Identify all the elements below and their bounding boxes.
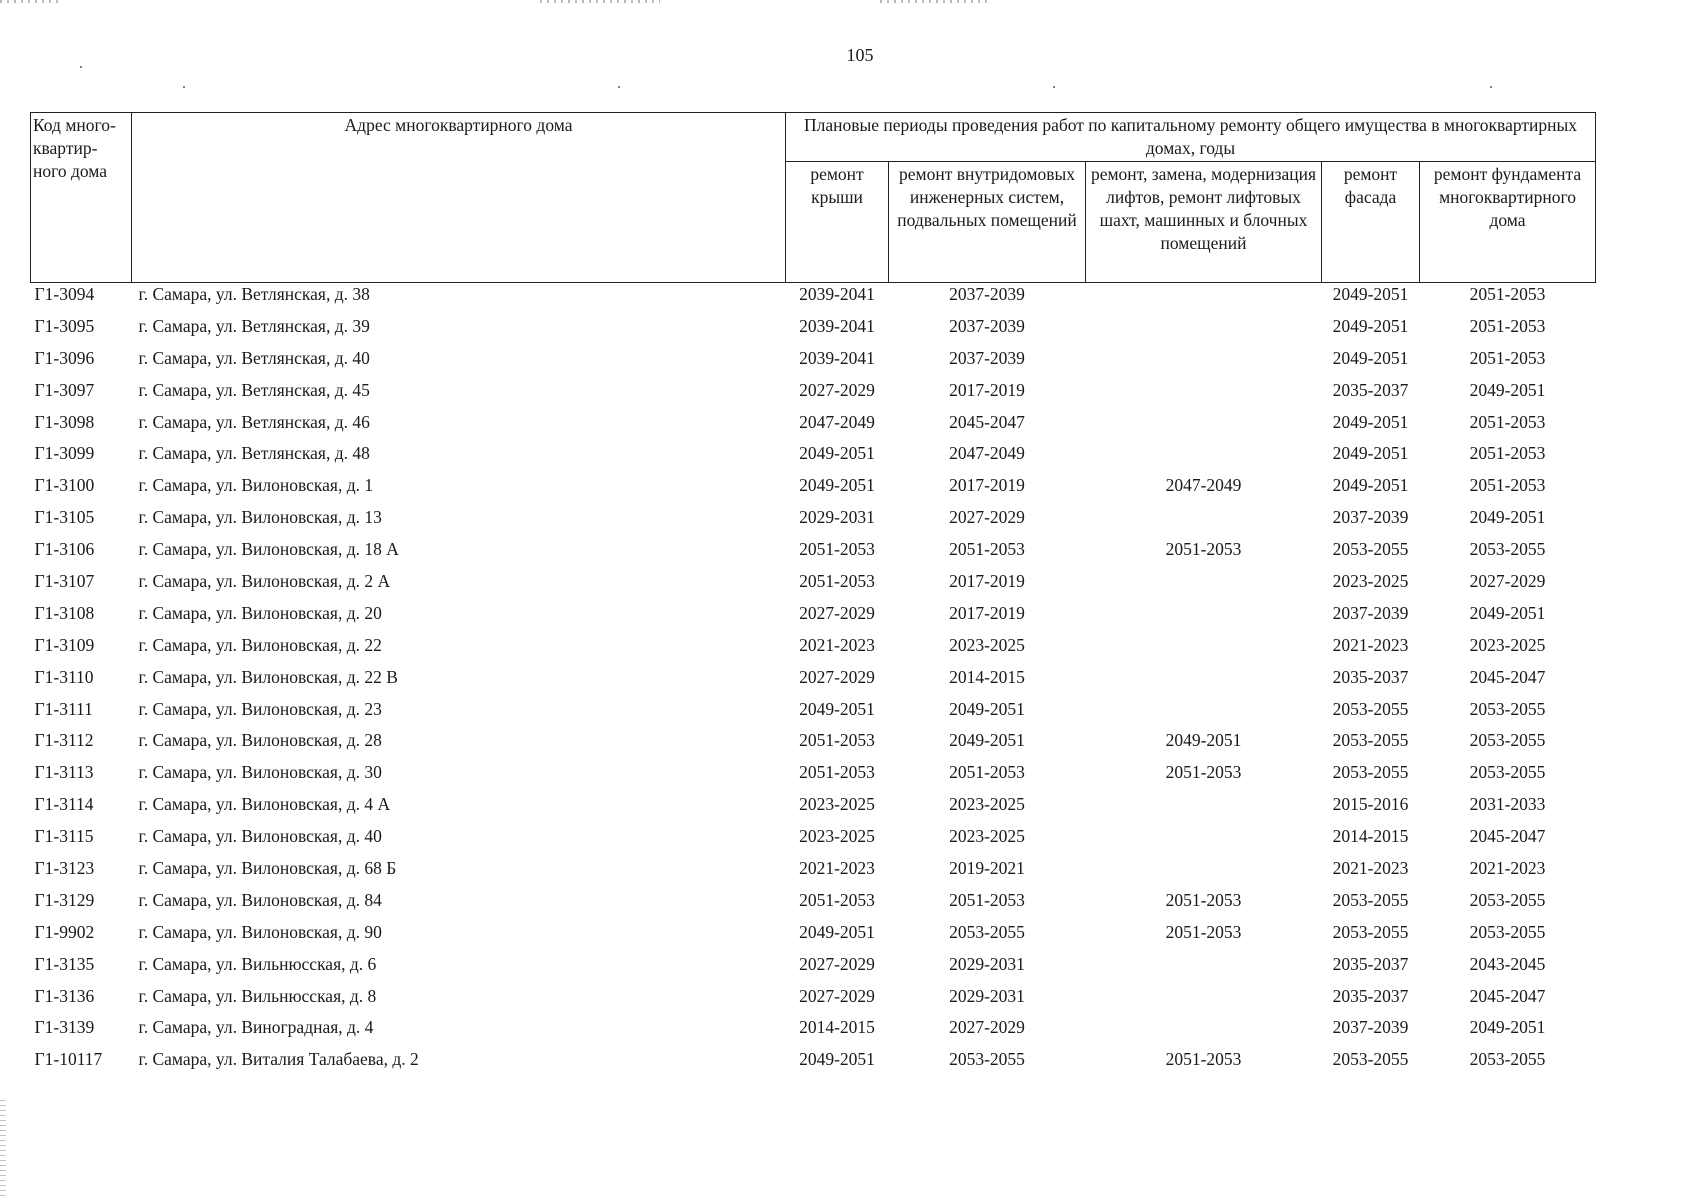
header-address: Адрес многоквартирного дома [132, 113, 786, 283]
table-row [31, 347, 1596, 379]
cell-lifts: 2051-2053 [1165, 762, 1242, 783]
cell-roof: 2039-2041 [799, 347, 875, 368]
cell-address: г. Самара, ул. Виталия Талабаева, д. 2 [138, 1049, 419, 1070]
header-facade: ремонт фасада [1322, 162, 1420, 283]
cell-address: г. Самара, ул. Ветлянская, д. 48 [138, 443, 370, 464]
cell-engineering: 2049-2051 [949, 730, 1025, 751]
cell-address: г. Самара, ул. Вилоновская, д. 18 А [138, 539, 399, 560]
table-row [31, 761, 1596, 793]
cell-engineering: 2051-2053 [949, 889, 1025, 910]
table-row [31, 698, 1596, 730]
capital-repair-table [30, 112, 1595, 1080]
cell-address: г. Самара, ул. Виноградная, д. 4 [138, 1017, 374, 1038]
cell-address: г. Самара, ул. Вилоновская, д. 20 [138, 602, 382, 623]
cell-engineering: 2023-2025 [949, 634, 1025, 655]
cell-engineering: 2027-2029 [949, 1017, 1025, 1038]
cell-address: г. Самара, ул. Вильнюсская, д. 8 [138, 985, 377, 1006]
cell-lifts [1086, 283, 1322, 315]
cell-address: г. Самара, ул. Вилоновская, д. 84 [138, 889, 382, 910]
cell-engineering: 2017-2019 [949, 602, 1025, 623]
cell-code: Г1-3094 [34, 284, 95, 304]
cell-lifts: 2051-2053 [1165, 889, 1242, 910]
cell-roof: 2039-2041 [799, 284, 875, 304]
cell-engineering: 2023-2025 [949, 794, 1025, 815]
cell-code: Г1-3097 [34, 379, 95, 400]
table-row [31, 666, 1596, 698]
cell-lifts [1086, 411, 1322, 443]
cell-address: г. Самара, ул. Ветлянская, д. 38 [138, 284, 370, 304]
cell-lifts [1086, 570, 1322, 602]
cell-code: Г1-3109 [34, 634, 95, 655]
table-row [31, 442, 1596, 474]
cell-address: г. Самара, ул. Вилоновская, д. 1 [138, 475, 374, 496]
cell-foundation: 2031-2033 [1469, 794, 1546, 815]
cell-foundation: 2049-2051 [1469, 379, 1546, 400]
cell-facade: 2053-2055 [1332, 539, 1409, 560]
cell-facade: 2049-2051 [1332, 315, 1409, 336]
table-row [31, 634, 1596, 666]
table-row [31, 602, 1596, 634]
cell-engineering: 2037-2039 [949, 284, 1025, 304]
table-row [31, 793, 1596, 825]
cell-address: г. Самара, ул. Ветлянская, д. 46 [138, 411, 370, 432]
cell-foundation: 2051-2053 [1469, 284, 1546, 304]
cell-foundation: 2043-2045 [1469, 953, 1546, 974]
cell-code: Г1-3135 [34, 953, 95, 974]
cell-roof: 2051-2053 [799, 539, 875, 560]
table-row [31, 538, 1596, 570]
cell-code: Г1-3100 [34, 475, 95, 496]
cell-lifts [1086, 442, 1322, 474]
cell-foundation: 2051-2053 [1469, 347, 1546, 368]
cell-address: г. Самара, ул. Вильнюсская, д. 6 [138, 953, 377, 974]
cell-roof: 2021-2023 [799, 858, 875, 879]
table-row [31, 857, 1596, 889]
cell-engineering: 2037-2039 [949, 315, 1025, 336]
cell-foundation: 2021-2023 [1469, 858, 1546, 879]
cell-roof: 2049-2051 [799, 698, 875, 719]
cell-roof: 2027-2029 [799, 602, 875, 623]
cell-facade: 2035-2037 [1332, 379, 1409, 400]
cell-engineering: 2051-2053 [949, 539, 1025, 560]
cell-lifts [1086, 666, 1322, 698]
cell-code: Г1-3115 [34, 826, 94, 847]
cell-engineering: 2023-2025 [949, 826, 1025, 847]
cell-roof: 2023-2025 [799, 826, 875, 847]
cell-foundation: 2023-2025 [1469, 634, 1546, 655]
cell-address: г. Самара, ул. Вилоновская, д. 90 [138, 921, 382, 942]
cell-roof: 2021-2023 [799, 634, 875, 655]
cell-address: г. Самара, ул. Вилоновская, д. 13 [138, 507, 382, 528]
table-row [31, 570, 1596, 602]
cell-code: Г1-3111 [34, 698, 93, 719]
cell-foundation: 2049-2051 [1469, 1017, 1546, 1038]
cell-lifts [1086, 634, 1322, 666]
cell-engineering: 2047-2049 [949, 443, 1025, 464]
cell-roof: 2049-2051 [799, 475, 875, 496]
cell-foundation: 2053-2055 [1469, 730, 1546, 751]
table-row [31, 1016, 1596, 1048]
table-row [31, 506, 1596, 538]
cell-code: Г1-3105 [34, 507, 95, 528]
cell-lifts [1086, 347, 1322, 379]
cell-lifts: 2051-2053 [1165, 921, 1242, 942]
cell-engineering: 2017-2019 [949, 475, 1025, 496]
cell-code: Г1-3096 [34, 347, 95, 368]
cell-foundation: 2051-2053 [1469, 411, 1546, 432]
cell-engineering: 2017-2019 [949, 379, 1025, 400]
header-lifts: ремонт, замена, модернизация лифтов, ремонт лифтовых шахт, машинных и блочных помещений [1086, 162, 1322, 283]
cell-foundation: 2053-2055 [1469, 889, 1546, 910]
cell-lifts [1086, 825, 1322, 857]
cell-address: г. Самара, ул. Вилоновская, д. 68 Б [138, 858, 397, 879]
cell-lifts [1086, 953, 1322, 985]
cell-facade: 2014-2015 [1332, 826, 1409, 847]
cell-address: г. Самара, ул. Вилоновская, д. 2 А [138, 571, 391, 592]
cell-foundation: 2045-2047 [1469, 666, 1546, 687]
page-number: 105 [846, 45, 874, 65]
cell-address: г. Самара, ул. Вилоновская, д. 23 [138, 698, 382, 719]
cell-address: г. Самара, ул. Вилоновская, д. 22 В [138, 666, 398, 687]
cell-address: г. Самара, ул. Вилоновская, д. 22 [138, 634, 382, 655]
cell-lifts [1086, 602, 1322, 634]
cell-roof: 2049-2051 [799, 443, 875, 464]
cell-address: г. Самара, ул. Ветлянская, д. 40 [138, 347, 370, 368]
cell-roof: 2014-2015 [799, 1017, 875, 1038]
cell-facade: 2035-2037 [1332, 985, 1409, 1006]
cell-lifts: 2051-2053 [1165, 539, 1242, 560]
cell-roof: 2051-2053 [799, 571, 875, 592]
header-engineering: ремонт внутридомовых инженерных систем, подвальных помещений [889, 162, 1086, 283]
cell-lifts [1086, 379, 1322, 411]
table-row [31, 315, 1596, 347]
cell-roof: 2023-2025 [799, 794, 875, 815]
header-code: Код много-квартир-ного дома [31, 113, 132, 283]
cell-engineering: 2019-2021 [949, 858, 1025, 879]
cell-facade: 2053-2055 [1332, 698, 1409, 719]
cell-code: Г1-3123 [34, 858, 95, 879]
scan-noise [0, 0, 60, 3]
cell-facade: 2023-2025 [1332, 571, 1409, 592]
cell-facade: 2053-2055 [1332, 921, 1409, 942]
cell-code: Г1-3112 [34, 730, 94, 751]
table-row [31, 729, 1596, 761]
cell-engineering: 2053-2055 [949, 1049, 1025, 1070]
cell-engineering: 2045-2047 [949, 411, 1025, 432]
cell-facade: 2037-2039 [1332, 1017, 1409, 1038]
cell-facade: 2049-2051 [1332, 443, 1409, 464]
cell-facade: 2049-2051 [1332, 411, 1409, 432]
cell-roof: 2047-2049 [799, 411, 875, 432]
table-row [31, 921, 1596, 953]
cell-roof: 2027-2029 [799, 953, 875, 974]
scan-noise [540, 0, 660, 3]
cell-lifts [1086, 985, 1322, 1017]
cell-code: Г1-3139 [34, 1017, 95, 1038]
cell-code: Г1-10117 [34, 1049, 103, 1070]
cell-lifts [1086, 793, 1322, 825]
header-foundation: ремонт фундамента многоквартирного дома [1420, 162, 1596, 283]
cell-roof: 2029-2031 [799, 507, 875, 528]
cell-foundation: 2053-2055 [1469, 921, 1546, 942]
cell-foundation: 2027-2029 [1469, 571, 1546, 592]
table-row [31, 953, 1596, 985]
cell-code: Г1-3095 [34, 315, 95, 336]
scan-speck [1490, 86, 1492, 88]
cell-lifts [1086, 698, 1322, 730]
cell-roof: 2051-2053 [799, 762, 875, 783]
table-row [31, 411, 1596, 443]
table-row [31, 283, 1596, 315]
cell-facade: 2015-2016 [1332, 794, 1409, 815]
cell-engineering: 2017-2019 [949, 571, 1025, 592]
cell-facade: 2021-2023 [1332, 858, 1409, 879]
cell-lifts [1086, 857, 1322, 889]
cell-code: Г1-9902 [34, 921, 95, 942]
cell-foundation: 2049-2051 [1469, 507, 1546, 528]
table-row [31, 1048, 1596, 1080]
scan-speck [618, 86, 620, 88]
scan-noise [0, 1100, 6, 1200]
cell-engineering: 2037-2039 [949, 347, 1025, 368]
header-periods: Плановые периоды проведения работ по капитальному ремонту общего имущества в многоквартирных домах, годы [786, 113, 1596, 162]
cell-code: Г1-3110 [34, 666, 94, 687]
cell-code: Г1-3113 [34, 762, 94, 783]
cell-facade: 2053-2055 [1332, 889, 1409, 910]
cell-code: Г1-3114 [34, 794, 94, 815]
cell-code: Г1-3108 [34, 602, 95, 623]
cell-facade: 2049-2051 [1332, 475, 1409, 496]
scan-speck [183, 86, 185, 88]
scan-noise [880, 0, 990, 3]
cell-address: г. Самара, ул. Вилоновская, д. 30 [138, 762, 382, 783]
cell-foundation: 2053-2055 [1469, 762, 1546, 783]
table-row [31, 889, 1596, 921]
cell-lifts [1086, 1016, 1322, 1048]
cell-foundation: 2051-2053 [1469, 475, 1546, 496]
cell-foundation: 2053-2055 [1469, 1049, 1546, 1070]
cell-roof: 2049-2051 [799, 1049, 875, 1070]
cell-lifts [1086, 315, 1322, 347]
cell-facade: 2053-2055 [1332, 762, 1409, 783]
cell-code: Г1-3107 [34, 571, 95, 592]
table-row [31, 825, 1596, 857]
cell-roof: 2027-2029 [799, 666, 875, 687]
cell-code: Г1-3136 [34, 985, 95, 1006]
cell-engineering: 2051-2053 [949, 762, 1025, 783]
cell-engineering: 2049-2051 [949, 698, 1025, 719]
cell-code: Г1-3106 [34, 539, 95, 560]
cell-facade: 2049-2051 [1332, 347, 1409, 368]
scan-speck [1053, 86, 1055, 88]
cell-engineering: 2029-2031 [949, 953, 1025, 974]
cell-address: г. Самара, ул. Вилоновская, д. 40 [138, 826, 382, 847]
cell-code: Г1-3098 [34, 411, 95, 432]
cell-address: г. Самара, ул. Вилоновская, д. 4 А [138, 794, 391, 815]
cell-facade: 2021-2023 [1332, 634, 1409, 655]
cell-roof: 2051-2053 [799, 889, 875, 910]
cell-engineering: 2014-2015 [949, 666, 1025, 687]
cell-foundation: 2049-2051 [1469, 602, 1546, 623]
cell-engineering: 2027-2029 [949, 507, 1025, 528]
table-row [31, 379, 1596, 411]
cell-foundation: 2051-2053 [1469, 315, 1546, 336]
cell-code: Г1-3099 [34, 443, 95, 464]
cell-foundation: 2053-2055 [1469, 539, 1546, 560]
cell-facade: 2035-2037 [1332, 666, 1409, 687]
table-row [31, 985, 1596, 1017]
cell-facade: 2049-2051 [1332, 284, 1409, 304]
cell-engineering: 2029-2031 [949, 985, 1025, 1006]
cell-roof: 2049-2051 [799, 921, 875, 942]
cell-roof: 2039-2041 [799, 315, 875, 336]
cell-code: Г1-3129 [34, 889, 95, 910]
cell-foundation: 2053-2055 [1469, 698, 1546, 719]
cell-engineering: 2053-2055 [949, 921, 1025, 942]
cell-facade: 2037-2039 [1332, 507, 1409, 528]
cell-lifts: 2047-2049 [1165, 475, 1242, 496]
cell-lifts: 2049-2051 [1165, 730, 1242, 751]
scan-speck [80, 66, 82, 68]
cell-address: г. Самара, ул. Ветлянская, д. 45 [138, 379, 370, 400]
cell-address: г. Самара, ул. Вилоновская, д. 28 [138, 730, 382, 751]
cell-facade: 2035-2037 [1332, 953, 1409, 974]
cell-foundation: 2045-2047 [1469, 985, 1546, 1006]
cell-lifts: 2051-2053 [1165, 1049, 1242, 1070]
cell-roof: 2027-2029 [799, 985, 875, 1006]
cell-facade: 2053-2055 [1332, 730, 1409, 751]
table-row [31, 474, 1596, 506]
cell-foundation: 2051-2053 [1469, 443, 1546, 464]
table-body [31, 283, 1596, 1081]
cell-address: г. Самара, ул. Ветлянская, д. 39 [138, 315, 370, 336]
cell-facade: 2037-2039 [1332, 602, 1409, 623]
cell-lifts [1086, 506, 1322, 538]
cell-foundation: 2045-2047 [1469, 826, 1546, 847]
cell-roof: 2051-2053 [799, 730, 875, 751]
header-roof: ремонт крыши [786, 162, 889, 283]
cell-roof: 2027-2029 [799, 379, 875, 400]
cell-facade: 2053-2055 [1332, 1049, 1409, 1070]
